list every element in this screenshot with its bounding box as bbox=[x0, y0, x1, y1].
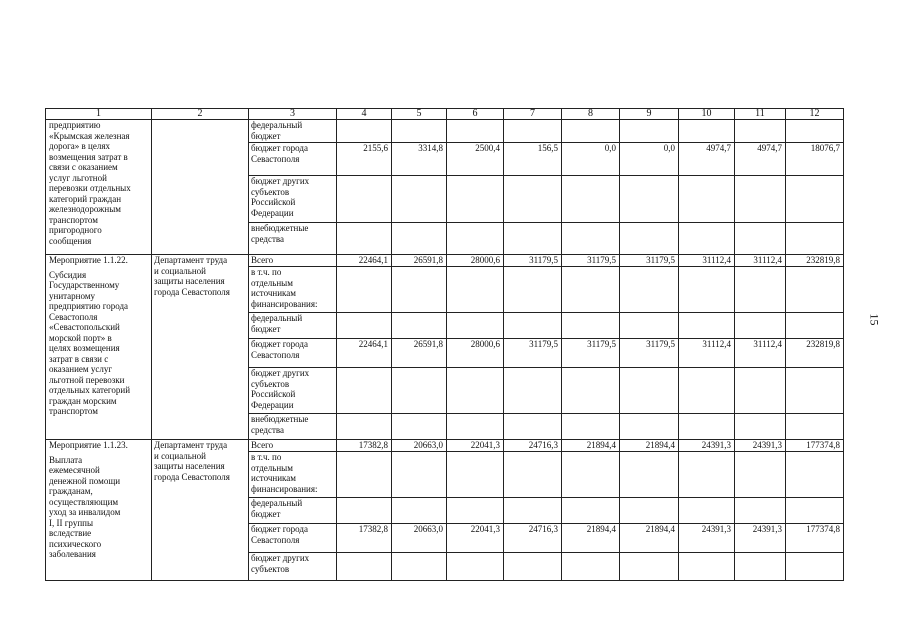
budget-table bbox=[45, 108, 844, 581]
source-label-line: источникам bbox=[251, 288, 296, 298]
value-cell: 17382,8 bbox=[337, 524, 392, 553]
value-cell bbox=[337, 120, 392, 143]
value-cell bbox=[620, 498, 679, 524]
measure-description bbox=[49, 120, 149, 246]
description-line: уход за инвалидом bbox=[49, 507, 121, 517]
header-cell: 7 bbox=[504, 109, 562, 120]
source-label-cell bbox=[249, 452, 337, 498]
description-line: Субсидия bbox=[49, 269, 87, 280]
value-cell bbox=[337, 414, 392, 440]
source-label-line: бюджет города bbox=[251, 524, 308, 534]
header-cell: 9 bbox=[620, 109, 679, 120]
value-cell: 22041,3 bbox=[447, 524, 504, 553]
value-cell bbox=[504, 267, 562, 313]
header-cell: 12 bbox=[786, 109, 844, 120]
value-cell bbox=[392, 452, 447, 498]
value-cell bbox=[735, 452, 786, 498]
source-label-line: бюджет других bbox=[251, 176, 310, 186]
value-cell: 31179,5 bbox=[504, 255, 562, 267]
source-label-line: Севастополя bbox=[251, 153, 300, 164]
executor-line: города Севастополя bbox=[154, 286, 230, 297]
value-cell bbox=[447, 368, 504, 414]
value-cell bbox=[735, 223, 786, 255]
measure-cell bbox=[46, 255, 152, 440]
value-cell: 177374,8 bbox=[786, 440, 844, 452]
value-cell bbox=[337, 313, 392, 339]
source-label-line: федеральный bbox=[251, 498, 303, 508]
source-label-cell bbox=[249, 414, 337, 440]
description-line: осуществляющим bbox=[49, 496, 119, 507]
source-label-line: средства bbox=[251, 424, 285, 435]
value-cell: 24391,3 bbox=[679, 440, 735, 452]
value-cell bbox=[392, 498, 447, 524]
source-label-line: Севастополя bbox=[251, 534, 300, 545]
header-cell: 4 bbox=[337, 109, 392, 120]
description-line: транспортом bbox=[49, 214, 98, 225]
value-cell: 28000,6 bbox=[447, 255, 504, 267]
value-cell bbox=[337, 368, 392, 414]
value-cell bbox=[392, 368, 447, 414]
value-cell: 24391,3 bbox=[735, 440, 786, 452]
value-cell: 24716,3 bbox=[504, 440, 562, 452]
description-line: железнодорожным bbox=[49, 204, 121, 214]
value-cell bbox=[679, 553, 735, 581]
value-cell bbox=[562, 414, 620, 440]
header-cell: 2 bbox=[152, 109, 249, 120]
value-cell bbox=[447, 267, 504, 313]
executor-line: города Севастополя bbox=[154, 471, 230, 482]
source-label-line: средства bbox=[251, 233, 285, 244]
source-label-cell bbox=[249, 553, 337, 581]
measure-cell bbox=[46, 440, 152, 581]
description-line: гражданам, bbox=[49, 486, 93, 496]
value-cell bbox=[786, 313, 844, 339]
value-cell bbox=[735, 368, 786, 414]
value-cell: 20663,0 bbox=[392, 524, 447, 553]
executor-line: Департамент труда bbox=[154, 255, 228, 265]
value-cell: 26591,8 bbox=[392, 255, 447, 267]
value-cell bbox=[620, 553, 679, 581]
value-cell bbox=[447, 452, 504, 498]
description-line: денежной помощи bbox=[49, 475, 121, 486]
value-cell bbox=[679, 267, 735, 313]
table-row bbox=[46, 255, 844, 267]
source-label-cell bbox=[249, 143, 337, 176]
value-cell: 21894,4 bbox=[620, 440, 679, 452]
value-cell bbox=[735, 313, 786, 339]
value-cell bbox=[620, 452, 679, 498]
value-cell bbox=[735, 498, 786, 524]
source-label-line: отдельным bbox=[251, 277, 293, 288]
source-label-line: федеральный bbox=[251, 120, 303, 130]
source-label-cell bbox=[249, 368, 337, 414]
description-line: I, II группы bbox=[49, 517, 93, 528]
value-cell bbox=[562, 452, 620, 498]
measure-title: Мероприятие 1.1.23. bbox=[49, 440, 128, 450]
source-label-cell bbox=[249, 313, 337, 339]
value-cell bbox=[562, 223, 620, 255]
source-label-line: бюджет bbox=[251, 508, 281, 519]
value-cell bbox=[786, 120, 844, 143]
header-cell: 3 bbox=[249, 109, 337, 120]
value-cell: 232819,8 bbox=[786, 339, 844, 368]
value-cell: 31112,4 bbox=[735, 339, 786, 368]
value-cell bbox=[392, 414, 447, 440]
executor-cell bbox=[152, 440, 249, 581]
value-cell: 24716,3 bbox=[504, 524, 562, 553]
value-cell: 31112,4 bbox=[679, 255, 735, 267]
value-cell: 31112,4 bbox=[679, 339, 735, 368]
description-line: целях возмещения bbox=[49, 343, 120, 353]
value-cell: 2155,6 bbox=[337, 143, 392, 176]
value-cell bbox=[504, 414, 562, 440]
value-cell: 21894,4 bbox=[562, 440, 620, 452]
executor-line: и социальной bbox=[154, 450, 206, 461]
description-line: сообщения bbox=[49, 235, 92, 246]
description-line: «Севастопольский bbox=[49, 322, 120, 332]
value-cell bbox=[735, 120, 786, 143]
value-cell bbox=[786, 176, 844, 223]
value-cell bbox=[562, 120, 620, 143]
description-line: отдельных категорий bbox=[49, 385, 131, 395]
value-cell bbox=[735, 267, 786, 313]
value-cell: 17382,8 bbox=[337, 440, 392, 452]
value-cell: 4974,7 bbox=[679, 143, 735, 176]
source-label-line: бюджет bbox=[251, 130, 281, 141]
header-row bbox=[46, 109, 844, 120]
description-line: Государственному bbox=[49, 280, 120, 290]
value-cell: 3314,8 bbox=[392, 143, 447, 176]
value-cell bbox=[447, 313, 504, 339]
header-cell: 1 bbox=[46, 109, 152, 120]
header-cell: 6 bbox=[447, 109, 504, 120]
source-label-cell bbox=[249, 339, 337, 368]
source-label-line: субъектов bbox=[251, 563, 290, 574]
source-label-cell bbox=[249, 176, 337, 223]
table-row bbox=[46, 440, 844, 452]
executor-line: Департамент труда bbox=[154, 440, 228, 450]
value-cell bbox=[337, 223, 392, 255]
source-label-cell bbox=[249, 120, 337, 143]
value-cell bbox=[620, 176, 679, 223]
value-cell bbox=[447, 223, 504, 255]
value-cell bbox=[392, 223, 447, 255]
source-label-line: бюджет города bbox=[251, 143, 308, 153]
value-cell: 31179,5 bbox=[562, 339, 620, 368]
description-line: категорий граждан bbox=[49, 193, 122, 204]
value-cell: 31179,5 bbox=[504, 339, 562, 368]
header-cell: 11 bbox=[735, 109, 786, 120]
source-label-line: бюджет города bbox=[251, 339, 308, 349]
source-label-line: в т.ч. по bbox=[251, 452, 282, 462]
description-line: граждан морским bbox=[49, 395, 117, 406]
value-cell bbox=[786, 553, 844, 581]
description-line: возмещения затрат в bbox=[49, 151, 128, 162]
value-cell bbox=[786, 223, 844, 255]
value-cell: 0,0 bbox=[562, 143, 620, 176]
value-cell: 22464,1 bbox=[337, 339, 392, 368]
value-cell: 22464,1 bbox=[337, 255, 392, 267]
value-cell bbox=[562, 498, 620, 524]
source-label-cell bbox=[249, 440, 337, 452]
value-cell: 232819,8 bbox=[786, 255, 844, 267]
value-cell: 20663,0 bbox=[392, 440, 447, 452]
value-cell: 2500,4 bbox=[447, 143, 504, 176]
value-cell bbox=[679, 223, 735, 255]
source-label-line: финансирования: bbox=[251, 298, 318, 309]
description-line: психического bbox=[49, 538, 102, 549]
description-line: дорога» в целях bbox=[49, 141, 110, 151]
value-cell bbox=[679, 452, 735, 498]
source-label-line: бюджет bbox=[251, 323, 281, 334]
description-line: затрат в связи с bbox=[49, 353, 109, 364]
value-cell: 31179,5 bbox=[620, 255, 679, 267]
source-label-cell bbox=[249, 267, 337, 313]
value-cell bbox=[447, 120, 504, 143]
measure-description bbox=[49, 270, 149, 417]
value-cell bbox=[786, 452, 844, 498]
description-line: морской порт» в bbox=[49, 332, 112, 343]
header-cell: 5 bbox=[392, 109, 447, 120]
value-cell bbox=[447, 498, 504, 524]
description-line: связи с оказанием bbox=[49, 162, 118, 172]
value-cell bbox=[786, 498, 844, 524]
value-cell bbox=[447, 176, 504, 223]
source-label-line: Федерации bbox=[251, 207, 294, 218]
description-line: «Крымская железная bbox=[49, 130, 130, 141]
value-cell: 24391,3 bbox=[735, 524, 786, 553]
value-cell: 177374,8 bbox=[786, 524, 844, 553]
source-label-line: Российской bbox=[251, 197, 296, 207]
executor-line: защиты населения bbox=[154, 276, 225, 286]
description-line: унитарному bbox=[49, 290, 96, 301]
measure-title: Мероприятие 1.1.22. bbox=[49, 255, 128, 265]
value-cell bbox=[562, 313, 620, 339]
value-cell bbox=[679, 498, 735, 524]
source-label-cell bbox=[249, 223, 337, 255]
page-number: 15 bbox=[867, 313, 882, 326]
value-cell: 24391,3 bbox=[679, 524, 735, 553]
value-cell bbox=[337, 498, 392, 524]
value-cell bbox=[620, 120, 679, 143]
value-cell bbox=[620, 313, 679, 339]
executor-line: защиты населения bbox=[154, 461, 225, 471]
value-cell bbox=[679, 120, 735, 143]
source-label-line: внебюджетные bbox=[251, 223, 309, 233]
source-label-line: субъектов bbox=[251, 378, 290, 389]
value-cell: 28000,6 bbox=[447, 339, 504, 368]
value-cell bbox=[337, 553, 392, 581]
value-cell bbox=[504, 120, 562, 143]
measure-cell bbox=[46, 120, 152, 255]
source-label-cell bbox=[249, 524, 337, 553]
value-cell bbox=[504, 553, 562, 581]
source-label-line: финансирования: bbox=[251, 483, 318, 494]
value-cell: 31112,4 bbox=[735, 255, 786, 267]
value-cell bbox=[392, 120, 447, 143]
source-label-cell bbox=[249, 255, 337, 267]
value-cell bbox=[679, 414, 735, 440]
value-cell bbox=[620, 267, 679, 313]
source-label-line: субъектов bbox=[251, 186, 290, 197]
value-cell bbox=[562, 267, 620, 313]
description-line: заболевания bbox=[49, 549, 96, 559]
value-cell bbox=[786, 414, 844, 440]
value-cell: 0,0 bbox=[620, 143, 679, 176]
value-cell bbox=[735, 553, 786, 581]
value-cell: 18076,7 bbox=[786, 143, 844, 176]
source-label-cell bbox=[249, 498, 337, 524]
value-cell bbox=[504, 176, 562, 223]
value-cell bbox=[504, 498, 562, 524]
executor-cell bbox=[152, 255, 249, 440]
value-cell bbox=[504, 452, 562, 498]
description-line: ежемесячной bbox=[49, 465, 100, 475]
source-label-line: внебюджетные bbox=[251, 414, 309, 424]
source-label-line: отдельным bbox=[251, 462, 293, 473]
source-label-line: федеральный bbox=[251, 313, 303, 323]
executor-cell bbox=[152, 120, 249, 255]
value-cell bbox=[337, 176, 392, 223]
description-line: предприятию города bbox=[49, 301, 129, 311]
value-cell: 26591,8 bbox=[392, 339, 447, 368]
source-label-line: бюджет других bbox=[251, 368, 310, 378]
value-cell bbox=[504, 223, 562, 255]
description-line: услуг льготной bbox=[49, 172, 107, 183]
value-cell: 31179,5 bbox=[562, 255, 620, 267]
source-label-line: Федерации bbox=[251, 399, 294, 410]
value-cell bbox=[562, 368, 620, 414]
value-cell bbox=[735, 414, 786, 440]
description-line: вследствие bbox=[49, 528, 92, 538]
description-line: предприятию bbox=[49, 120, 101, 130]
executor-line: и социальной bbox=[154, 265, 206, 276]
value-cell bbox=[735, 176, 786, 223]
source-label-line: Севастополя bbox=[251, 349, 300, 360]
value-cell bbox=[447, 414, 504, 440]
description-line: льготной перевозки bbox=[49, 374, 125, 385]
value-cell bbox=[392, 553, 447, 581]
value-cell bbox=[679, 368, 735, 414]
source-label-line: в т.ч. по bbox=[251, 267, 282, 277]
table-body bbox=[46, 109, 844, 581]
source-label-line: источникам bbox=[251, 473, 296, 483]
value-cell: 21894,4 bbox=[562, 524, 620, 553]
value-cell bbox=[786, 267, 844, 313]
value-cell: 31179,5 bbox=[620, 339, 679, 368]
value-cell bbox=[679, 176, 735, 223]
value-cell bbox=[504, 368, 562, 414]
value-cell bbox=[620, 223, 679, 255]
value-cell bbox=[620, 368, 679, 414]
value-cell bbox=[337, 452, 392, 498]
description-line: транспортом bbox=[49, 406, 98, 416]
value-cell bbox=[392, 267, 447, 313]
header-cell: 10 bbox=[679, 109, 735, 120]
table-row bbox=[46, 120, 844, 143]
value-cell bbox=[679, 313, 735, 339]
value-cell: 21894,4 bbox=[620, 524, 679, 553]
description-line: перевозки отдельных bbox=[49, 183, 131, 193]
source-label-line: Всего bbox=[251, 255, 274, 265]
value-cell bbox=[392, 176, 447, 223]
measure-description bbox=[49, 455, 149, 560]
value-cell bbox=[447, 553, 504, 581]
value-cell bbox=[392, 313, 447, 339]
source-label-line: Всего bbox=[251, 440, 274, 450]
value-cell bbox=[562, 176, 620, 223]
source-label-line: Российской bbox=[251, 389, 296, 399]
value-cell bbox=[620, 414, 679, 440]
source-label-line: бюджет других bbox=[251, 553, 310, 563]
description-line: оказанием услуг bbox=[49, 364, 113, 374]
value-cell: 22041,3 bbox=[447, 440, 504, 452]
value-cell bbox=[337, 267, 392, 313]
value-cell bbox=[786, 368, 844, 414]
description-line: Выплата bbox=[49, 454, 83, 465]
value-cell: 156,5 bbox=[504, 143, 562, 176]
value-cell bbox=[504, 313, 562, 339]
description-line: Севастополя bbox=[49, 311, 98, 322]
header-cell: 8 bbox=[562, 109, 620, 120]
value-cell: 4974,7 bbox=[735, 143, 786, 176]
value-cell bbox=[562, 553, 620, 581]
description-line: пригородного bbox=[49, 225, 102, 235]
